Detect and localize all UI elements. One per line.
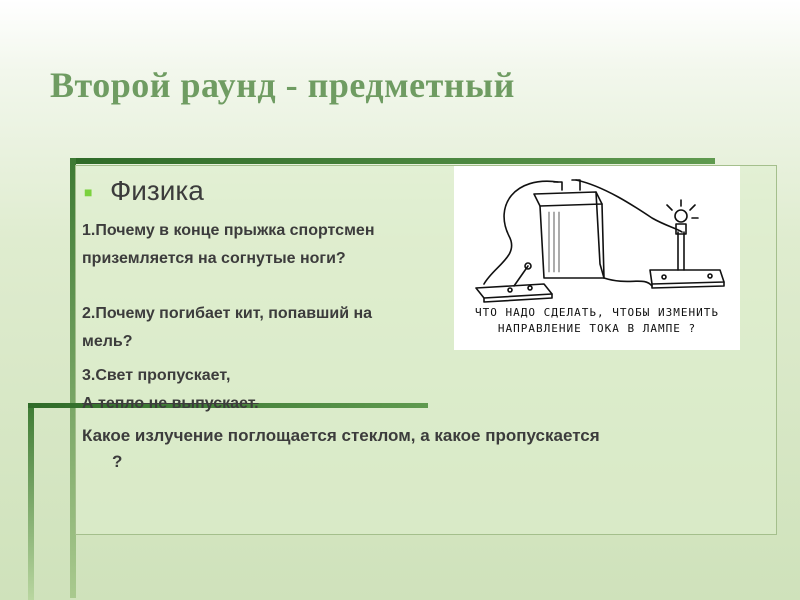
question-line: Какое излучение поглощается стеклом, а какое пропускается <box>82 426 600 445</box>
slide-title: Второй раунд - предметный <box>50 65 515 105</box>
question-line: 1.Почему в конце прыжка спортсмен <box>82 222 375 239</box>
subject-heading: Физика <box>110 175 204 206</box>
figure-caption-line: НАПРАВЛЕНИЕ ТОКА В ЛАМПЕ ? <box>497 322 697 335</box>
decorative-stripe-top <box>70 158 715 164</box>
decorative-stripe-left-lower <box>28 403 34 600</box>
question-line: 2.Почему погибает кит, попавший на <box>82 305 373 322</box>
figure-caption-line: ЧТО НАДО СДЕЛАТЬ, ЧТОБЫ ИЗМЕНИТЬ <box>475 306 719 319</box>
question-line: приземляется на согнутые ноги? <box>82 250 346 267</box>
bullet-icon: ■ <box>84 184 93 200</box>
question-line: мель? <box>82 333 133 350</box>
question-line: 3.Свет пропускает, <box>82 367 231 384</box>
question-line: А тепло не выпускает. <box>82 395 259 412</box>
question-line: ? <box>112 452 123 471</box>
circuit-illustration <box>454 166 740 350</box>
